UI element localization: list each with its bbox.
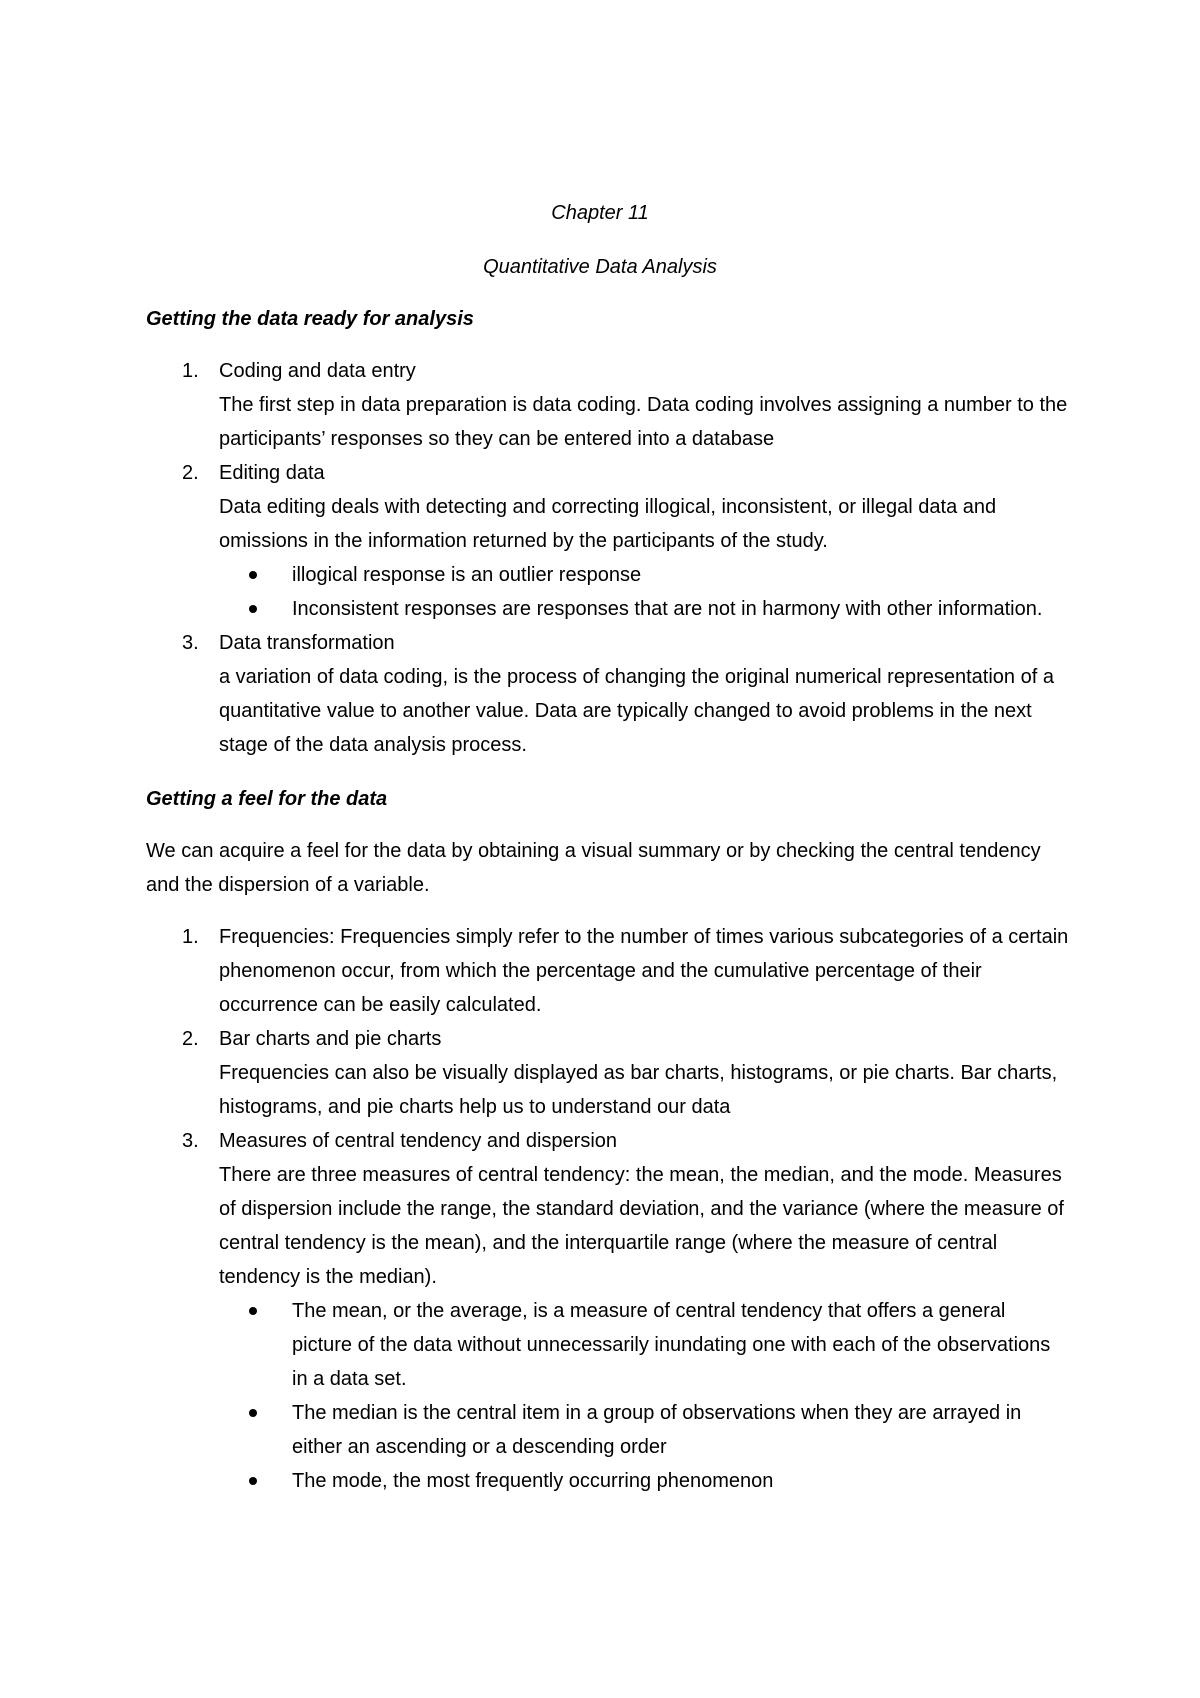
list-item-body: Frequencies can also be visually displayed as bar charts, histograms, or pie charts. Bar charts, histograms, and pie charts help us to understand our data bbox=[219, 1062, 1058, 1118]
bullet-list bbox=[219, 1294, 1069, 1498]
list-item-body: a variation of data coding, is the process of changing the original numerical representation of a quantitative value to another value. Data are typically changed to avoid problems in the next stage of the data analysis process. bbox=[219, 666, 1054, 756]
list-number: 3. bbox=[182, 1130, 199, 1152]
chapter-label: Chapter 11 bbox=[551, 202, 649, 224]
bullet-text: The mode, the most frequently occurring phenomenon bbox=[292, 1470, 774, 1492]
bullet-text: The median is the central item in a group of observations when they are arrayed in either an ascending or a descending order bbox=[292, 1402, 1022, 1458]
section-heading-data-ready: Getting the data ready for analysis bbox=[146, 308, 474, 330]
bullet-icon bbox=[249, 605, 257, 613]
bullet-item bbox=[219, 592, 1069, 626]
list-number: 2. bbox=[182, 1028, 199, 1050]
list-item-title: Data transformation bbox=[219, 632, 395, 654]
bullet-text: Inconsistent responses are responses that are not in harmony with other information. bbox=[292, 598, 1043, 620]
list-item-body: There are three measures of central tendency: the mean, the median, and the mode. Measures of dispersion include the range, the standard deviation, and the variance (where the measure of central tendency is the mean), and the interquartile range (where the measure of central tendency is the median). bbox=[219, 1164, 1064, 1288]
bullet-icon bbox=[249, 1409, 257, 1417]
list-item-body: The first step in data preparation is data coding. Data coding involves assigning a number to the participants’ responses so they can be entered into a database bbox=[219, 394, 1068, 450]
bullet-item bbox=[219, 558, 1069, 592]
bullet-item bbox=[219, 1294, 1069, 1396]
chapter-title: Quantitative Data Analysis bbox=[483, 256, 717, 278]
list-item bbox=[146, 1124, 1069, 1498]
list-item bbox=[146, 626, 1069, 762]
list-number: 1. bbox=[182, 360, 199, 382]
list-item-title: Measures of central tendency and dispersion bbox=[219, 1130, 618, 1152]
bullet-icon bbox=[249, 1307, 257, 1315]
list-item bbox=[146, 354, 1069, 456]
bullet-text: illogical response is an outlier response bbox=[292, 564, 642, 586]
feel-data-list bbox=[146, 920, 1200, 1498]
data-prep-list bbox=[146, 354, 1200, 762]
list-item bbox=[146, 1022, 1069, 1124]
bullet-icon bbox=[249, 571, 257, 579]
list-number: 2. bbox=[182, 462, 199, 484]
list-item bbox=[146, 456, 1069, 626]
list-item-body: Data editing deals with detecting and correcting illogical, inconsistent, or illegal data and omissions in the information returned by the participants of the study. bbox=[219, 496, 997, 552]
list-item-title: Editing data bbox=[219, 462, 325, 484]
bullet-icon bbox=[249, 1477, 257, 1485]
bullet-item bbox=[219, 1396, 1069, 1464]
list-number: 3. bbox=[182, 632, 199, 654]
section-intro: We can acquire a feel for the data by obtaining a visual summary or by checking the central tendency and the dispersion of a variable. bbox=[146, 840, 1041, 896]
bullet-item bbox=[219, 1464, 1069, 1498]
list-item-body: Frequencies: Frequencies simply refer to the number of times various subcategories of a certain phenomenon occur, from which the percentage and the cumulative percentage of their occurrence can be easily calculated. bbox=[219, 926, 1069, 1016]
list-number: 1. bbox=[182, 926, 199, 948]
list-item-title: Coding and data entry bbox=[219, 360, 416, 382]
bullet-text: The mean, or the average, is a measure of central tendency that offers a general picture of the data without unnecessarily inundating one with each of the observations in a data set. bbox=[292, 1300, 1051, 1390]
list-item-title: Bar charts and pie charts bbox=[219, 1028, 442, 1050]
bullet-list bbox=[219, 558, 1069, 626]
section-heading-feel-data: Getting a feel for the data bbox=[146, 788, 388, 810]
list-item bbox=[146, 920, 1069, 1022]
